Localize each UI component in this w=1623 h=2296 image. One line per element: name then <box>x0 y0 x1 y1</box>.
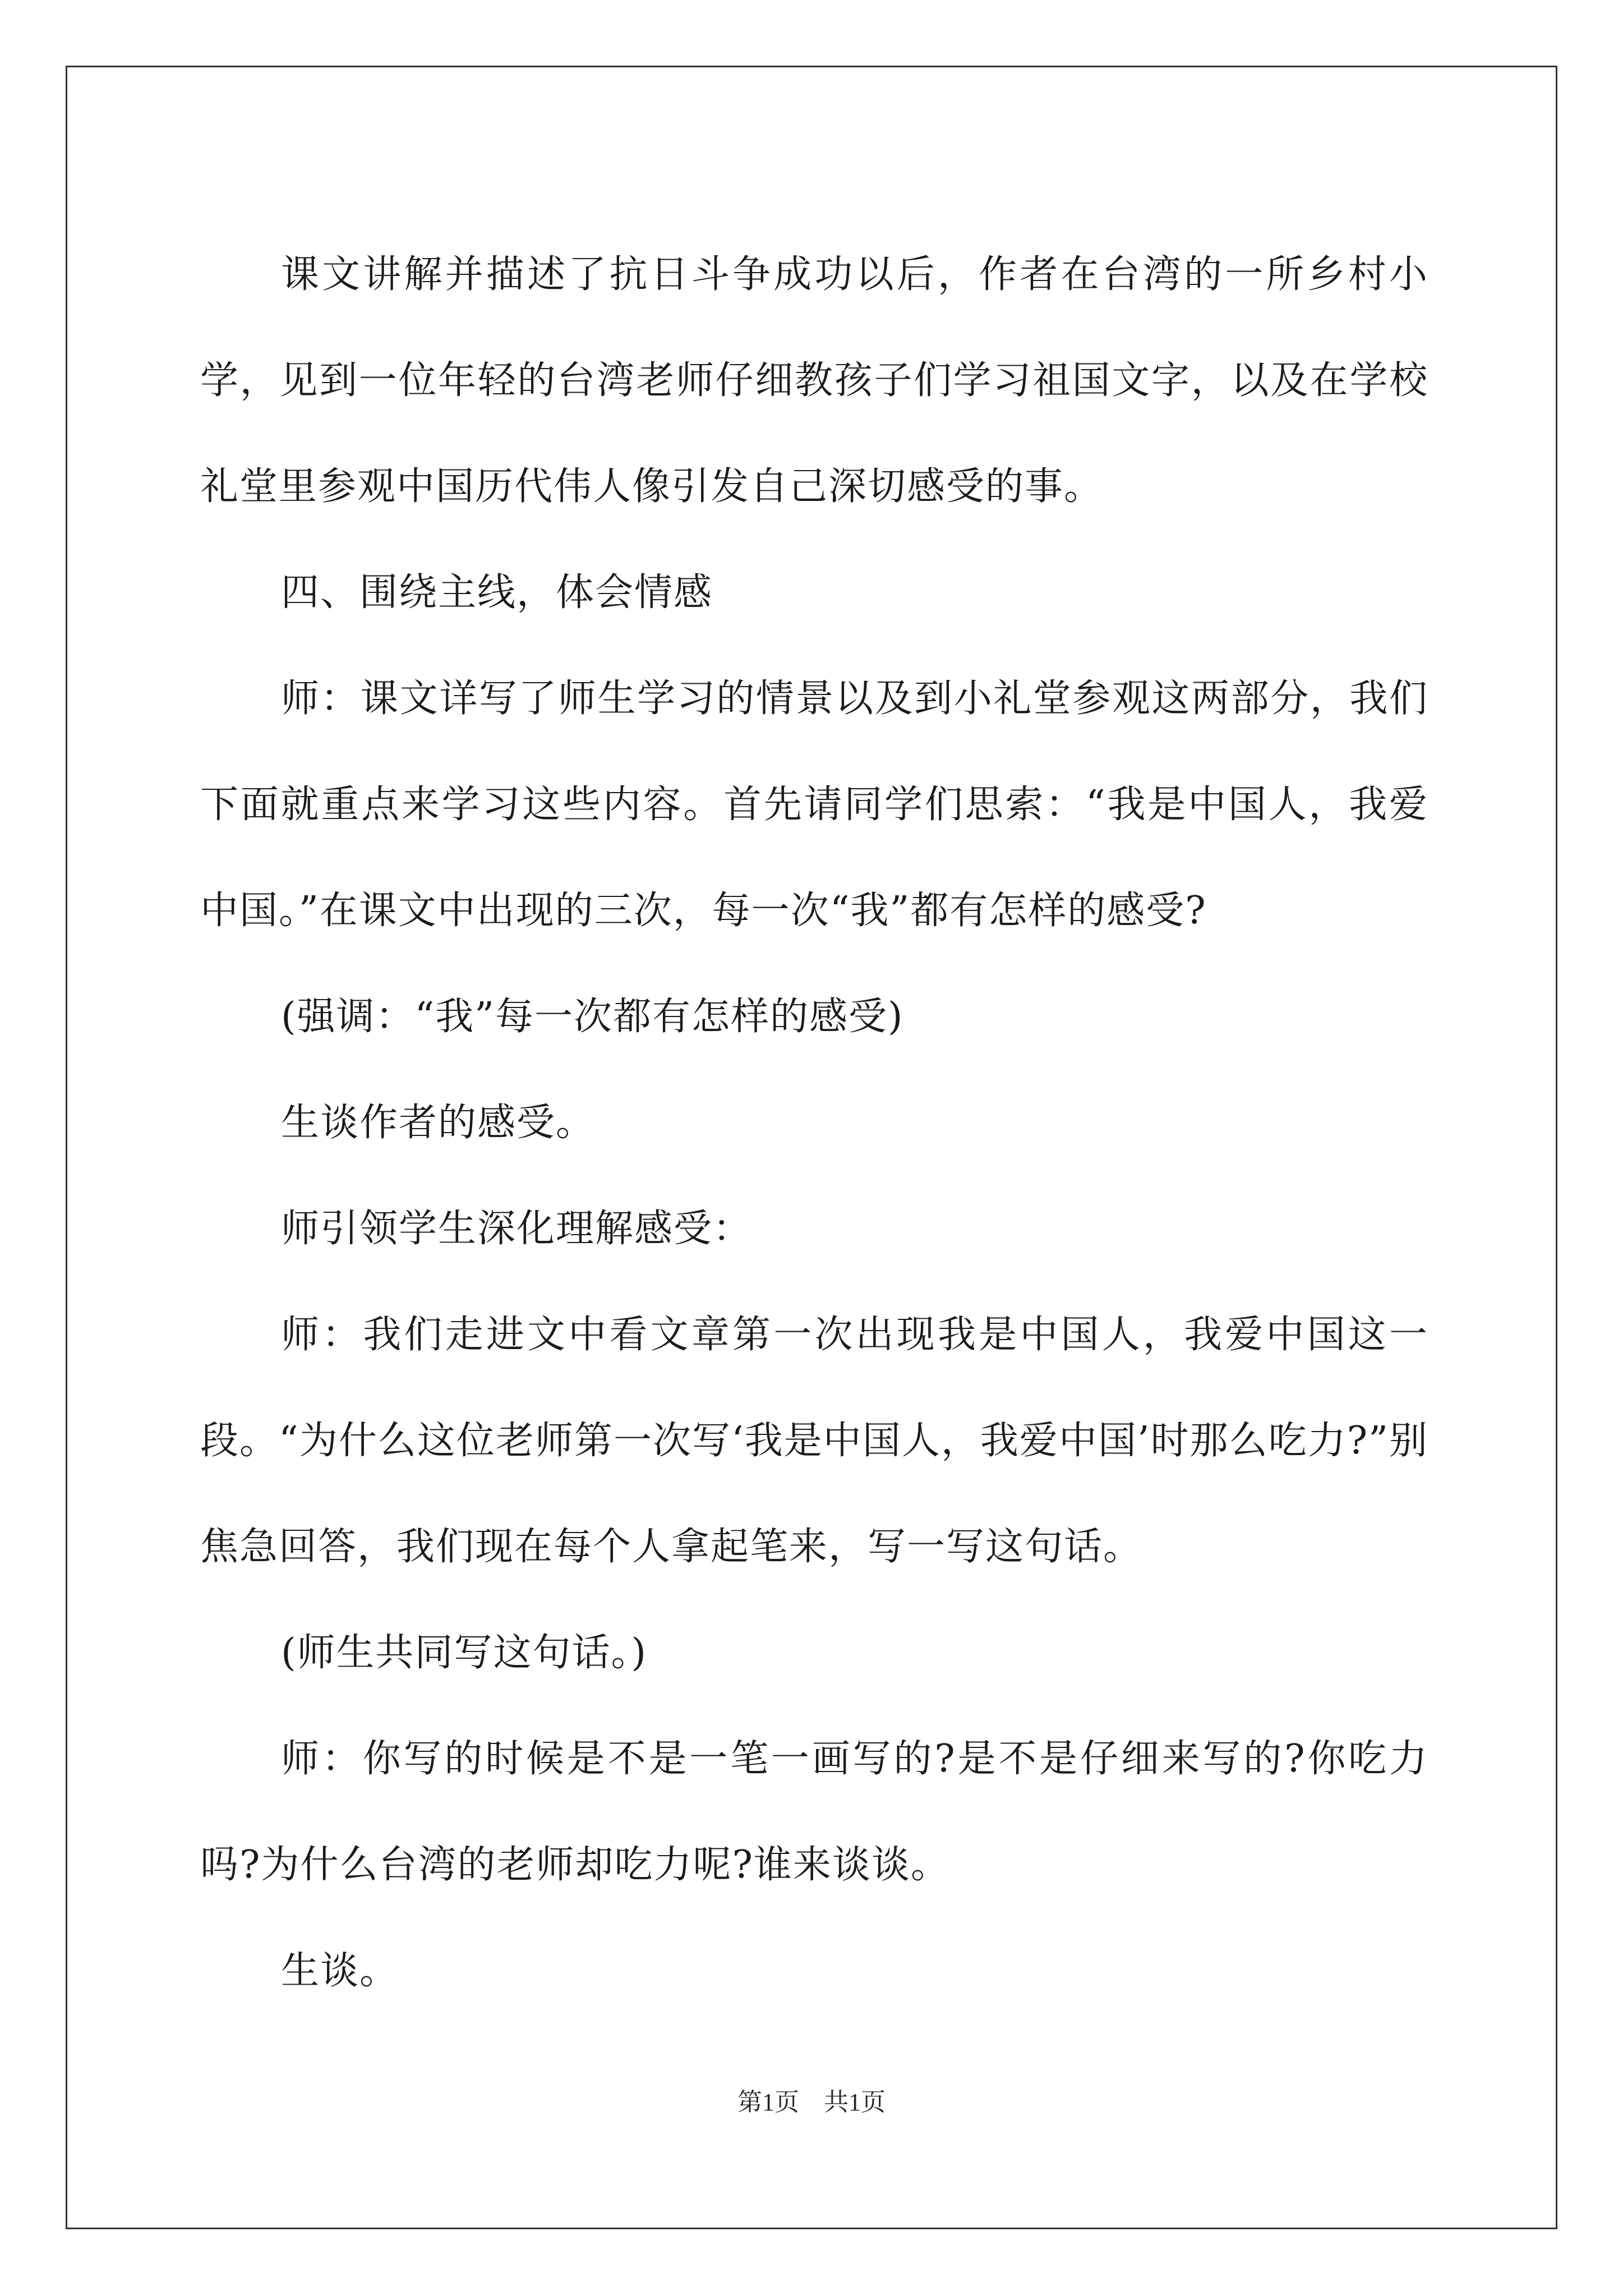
paragraph: 师引领学生深化理解感受： <box>281 1207 753 1251</box>
paragraph: 师：我们走进文中看文章第一次出现我是中国人，我爱中国这一段。“为什么这位老师第一次写‘我是中国人，我爱中国’时那么吃力?”别焦急回答，我们现在每个人拿起笔来，写一写这句话。 <box>200 1313 1428 1569</box>
paragraph: 生谈。 <box>281 1949 399 1993</box>
paragraph: 生谈作者的感受。 <box>281 1101 596 1145</box>
section-heading: 四、围绕主线，体会情感 <box>281 570 713 615</box>
paragraph: 课文讲解并描述了抗日斗争成功以后，作者在台湾的一所乡村小学，见到一位年轻的台湾老师仔细教孩子们学习祖国文字，以及在学校礼堂里参观中国历代伟人像引发自己深切感受的事。 <box>200 252 1428 509</box>
document-body <box>200 222 1428 2024</box>
page-footer <box>0 2086 1623 2119</box>
paragraph: (强调：“我”每一次都有怎样的感受) <box>281 995 904 1039</box>
paragraph: 师：课文详写了师生学习的情景以及到小礼堂参观这两部分，我们下面就重点来学习这些内容。首先请同学们思索：“我是中国人，我爱中国。”在课文中出现的三次，每一次“我”都有怎样的感受? <box>200 677 1428 933</box>
page-number: 第1页 <box>737 2088 799 2116</box>
paragraph: 师：你写的时候是不是一笔一画写的?是不是仔细来写的?你吃力吗?为什么台湾的老师却吃力呢?谁来谈谈。 <box>200 1737 1428 1887</box>
paragraph: (师生共同写这句话。) <box>281 1631 648 1675</box>
page-total: 共1页 <box>824 2088 886 2116</box>
